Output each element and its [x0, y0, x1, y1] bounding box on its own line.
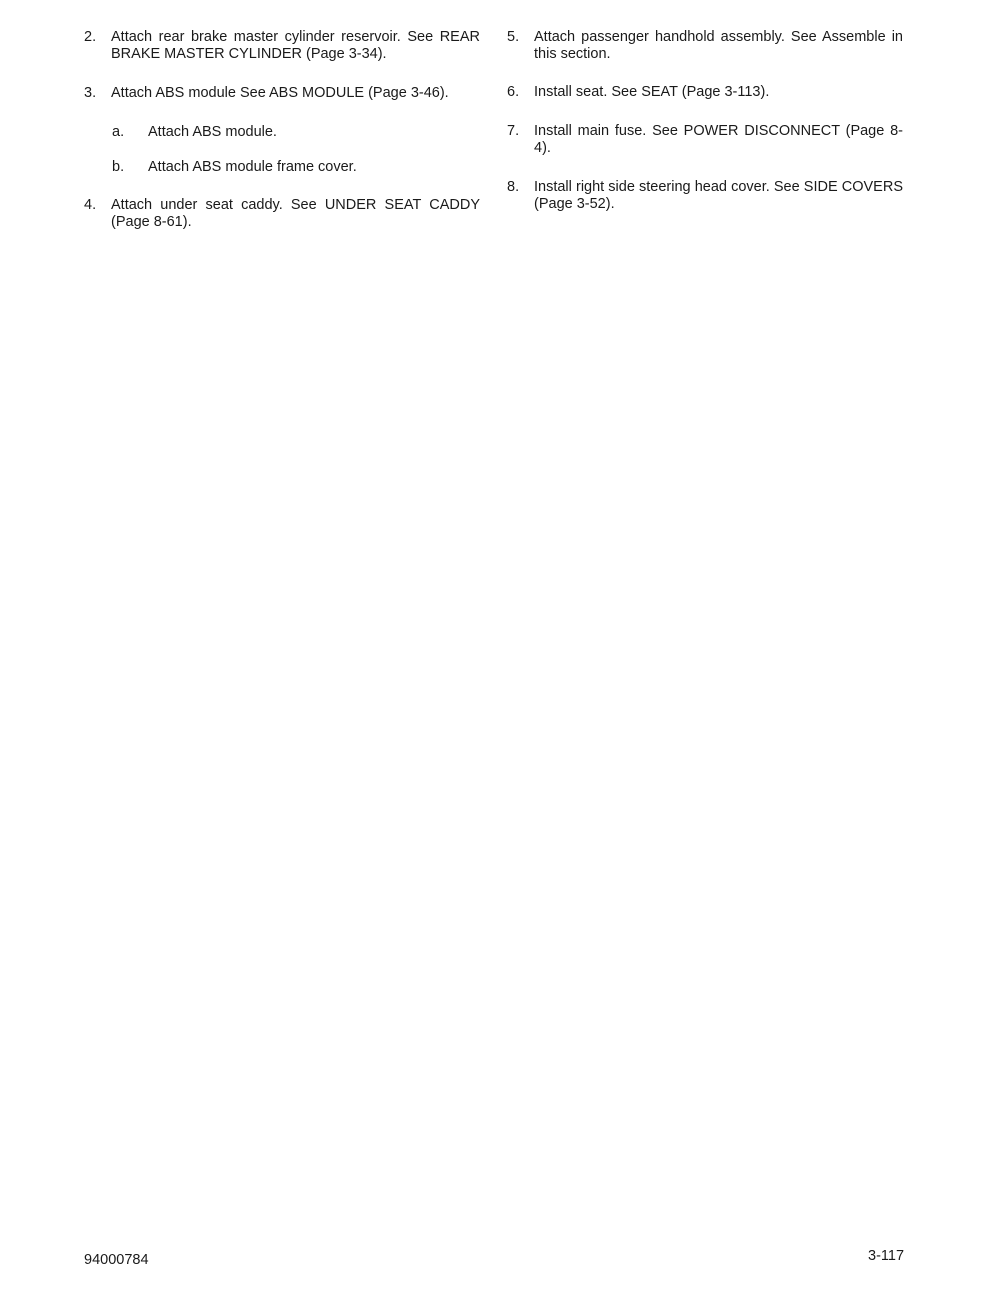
left-column [84, 29, 480, 231]
step-text: Install main fuse. See POWER DISCONNECT (Page 8-4). [534, 123, 903, 156]
step-8 [507, 179, 903, 213]
step-number: 5. [507, 29, 520, 45]
step-text: Attach under seat caddy. See UNDER SEAT CADDY (Page 8-61). [111, 197, 480, 230]
step-text: Attach ABS module See ABS MODULE (Page 3-46). [111, 85, 449, 101]
step-3 [84, 85, 480, 102]
step-text: Install seat. See SEAT (Page 3-113). [534, 84, 770, 100]
step-2 [84, 29, 480, 63]
document-number: 94000784 [84, 1252, 149, 1268]
step-number: 2. [84, 29, 97, 45]
substep-text: Attach ABS module frame cover. [148, 159, 357, 175]
substep-b [84, 159, 480, 176]
right-column [507, 29, 903, 213]
step-4 [84, 197, 480, 231]
step-number: 8. [507, 179, 520, 195]
step-number: 3. [84, 85, 97, 101]
step-number: 4. [84, 197, 97, 213]
step-5 [507, 29, 903, 63]
substep-text: Attach ABS module. [148, 124, 277, 140]
step-text: Attach passenger handhold assembly. See Assemble in this section. [534, 29, 903, 62]
substep-a [84, 124, 480, 141]
substep-letter: a. [112, 124, 125, 140]
page-number: 3-117 [868, 1248, 905, 1264]
step-6 [507, 84, 903, 101]
substep-letter: b. [112, 159, 125, 175]
step-number: 6. [507, 84, 520, 100]
step-number: 7. [507, 123, 520, 139]
step-text: Install right side steering head cover. See SIDE COVERS (Page 3-52). [534, 179, 903, 212]
step-7 [507, 123, 903, 157]
step-text: Attach rear brake master cylinder reservoir. See REAR BRAKE MASTER CYLINDER (Page 3-34). [111, 29, 480, 62]
